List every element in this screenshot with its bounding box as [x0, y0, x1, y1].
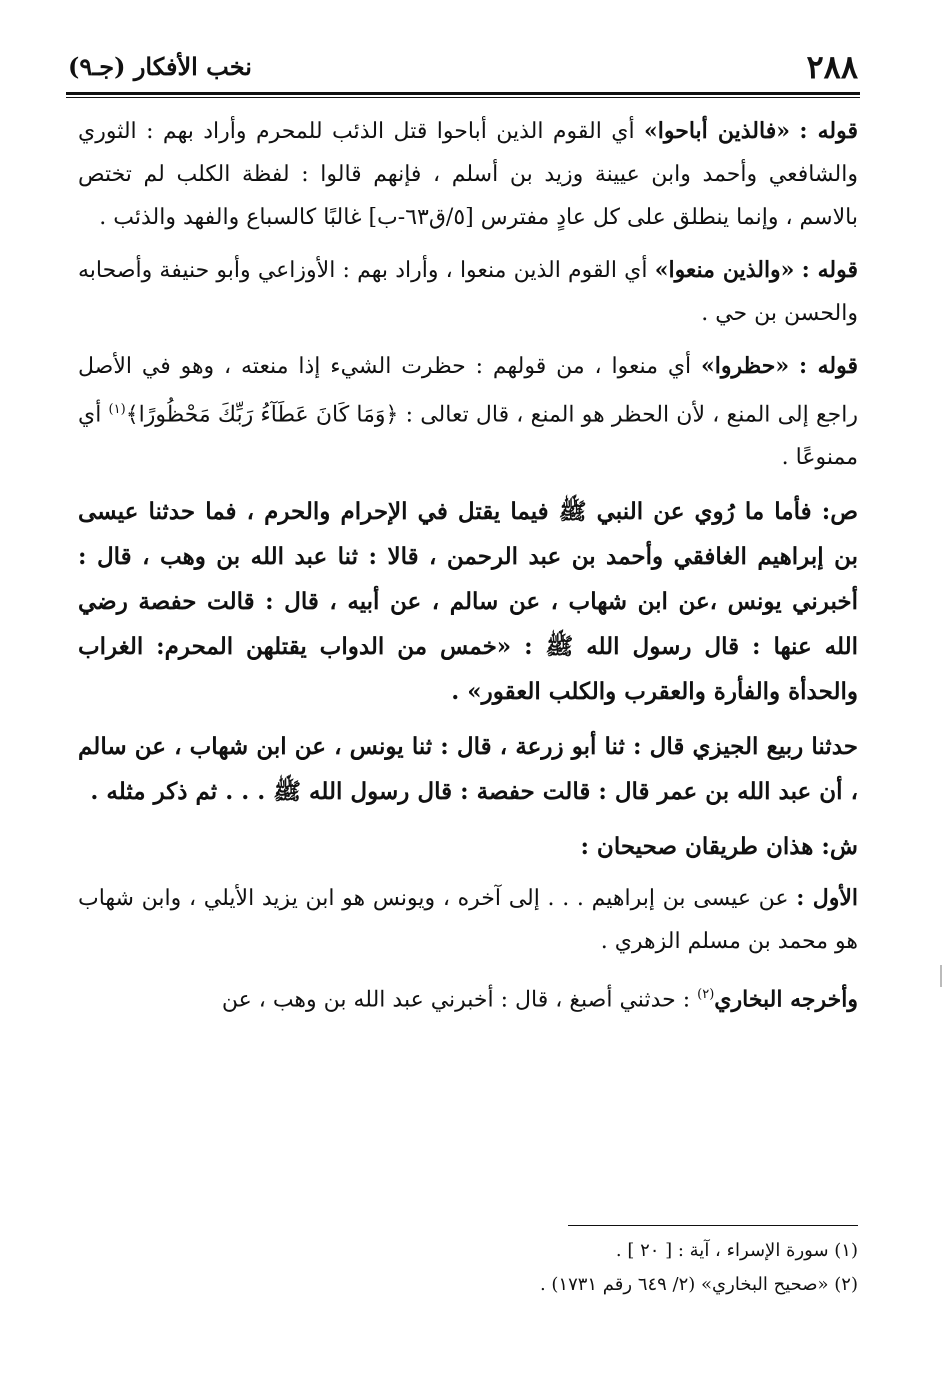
paragraph-lead: الأول : — [796, 885, 858, 912]
hadith-block-1: ص: فأما ما رُوي عن النبي ﷺ فيما يقتل في الإحرام والحرم ، فما حدثنا عيسى بن إبراهيم الغافقي وأحمد بن عبد الرحمن ، قالا : ثنا عبد الله بن وهب ، قال : أخبرني يونس ،عن ابن شهاب ، عن سالم ، عن أبيه ، قال : قالت حفصة رضي الله عنها : قال رسول الله ﷺ : «خمس من الدواب يقتلهن المحرم: الغراب والحدأة والفأرة والعقرب والكلب العقور» . — [78, 498, 858, 706]
quoted-phrase: «والذين منعوا» — [654, 257, 795, 283]
page-header — [68, 44, 858, 90]
sharh-heading: ش: هذان طريقان صحيحان : — [580, 833, 858, 861]
footnote-rule — [568, 1225, 858, 1226]
paragraph-text: عن عيسى بن إبراهيم . . . إلى آخره ، ويونس هو ابن يزيد الأيلي ، وابن شهاب هو محمد بن مسلم الزهري . — [78, 886, 858, 955]
running-title: نخب الأفكار (جـ٩) — [68, 52, 252, 81]
paragraph-text: أي منعوا ، من قولهم : حظرت الشيء إذا منعته ، وهو في الأصل راجع إلى المنع ، لأن الحظر هو المنع ، قال تعالى : ﴿وَمَا كَانَ عَطَآءُ رَبِّكَ مَحْظُورًا﴾ — [78, 354, 859, 428]
paragraph-fallatheena-abahu — [78, 110, 858, 239]
paragraph-text: أي القوم الذين منعوا ، وأراد بهم : الأوزاعي وأبو حنيفة وأصحابه والحسن بن حي . — [78, 258, 858, 326]
quoted-phrase: «حظروا» — [701, 353, 790, 379]
paragraph-wallatheena-manau — [78, 249, 858, 335]
page-number: ٢٨٨ — [806, 48, 858, 86]
header-rule — [66, 92, 860, 98]
margin-mark — [940, 965, 942, 987]
quoted-phrase: «فالذين أباحوا» — [644, 118, 790, 144]
paragraph-hazaru — [78, 345, 858, 479]
footnote-2: (٢) «صحيح البخاري» (٢/ ٦٤٩ رقم ١٧٣١) . — [539, 1274, 858, 1295]
paragraph-text-after: أي ممنوعًا . — [78, 402, 858, 471]
hadith-block-2: حدثنا ربيع الجيزي قال : ثنا أبو زرعة ، قال : ثنا يونس ، عن ابن شهاب ، عن سالم ، أن عبد الله بن عمر قال : قالت حفصة : قال رسول الله ﷺ . . . ثم ذكر مثله . — [78, 733, 858, 806]
footnote-ref[interactable]: (١) — [108, 402, 126, 417]
paragraph-text: أي القوم الذين أباحوا قتل الذئب للمحرم وأراد بهم : الثوري والشافعي وأحمد وابن عيينة وزيد بن أسلم ، فإنهم قالوا : لفظة الكلب لم تختص بالاسم ، وإنما ينطلق على كل عادٍ مفترس [٥/ق٦٣-ب] غالبًا كالسباع والفهد والذئب . — [78, 119, 858, 230]
footnotes-section — [78, 1225, 858, 1302]
footnote-ref[interactable]: (٢) — [697, 987, 715, 1003]
paragraph-lead: قوله : — [799, 118, 858, 144]
footnote-1: (١) سورة الإسراء ، آية : [ ٢٠ ] . — [615, 1240, 858, 1261]
paragraph-bukhari — [78, 973, 858, 1021]
page-body — [78, 110, 858, 1032]
paragraph-lead: وأخرجه البخاري — [714, 986, 858, 1013]
paragraph-lead: قوله : — [801, 257, 858, 283]
paragraph-text: : حدثني أصبغ ، قال : أخبرني عبد الله بن وهب ، عن — [221, 987, 698, 1013]
paragraph-lead: قوله : — [798, 353, 858, 379]
paragraph-first-path — [78, 877, 858, 963]
